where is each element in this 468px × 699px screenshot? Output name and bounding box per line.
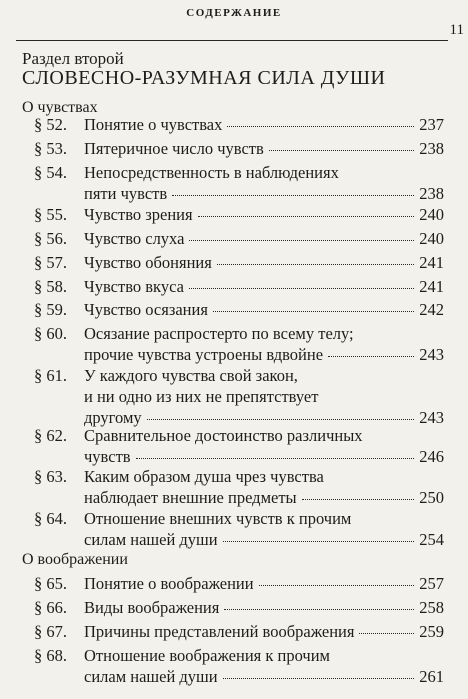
- dot-leader: [302, 499, 415, 500]
- entry-title-line: Понятие о чувствах: [84, 115, 223, 134]
- toc-entry[interactable]: [34, 508, 444, 550]
- entry-page-number: 241: [419, 277, 444, 296]
- entry-title-line: Непосредственность в наблюдениях: [84, 163, 339, 182]
- entry-title-line: силам нашей души: [84, 667, 218, 686]
- entry-title-line: и ни одно из них не препятствует: [84, 387, 319, 406]
- dot-leader: [227, 126, 414, 127]
- toc-entry[interactable]: [34, 645, 444, 687]
- entry-page-number: 246: [419, 447, 444, 466]
- paragraph-number: § 61.: [34, 366, 67, 385]
- entry-title-line: Пятеричное число чувств: [84, 139, 264, 158]
- entry-page-number: 238: [419, 184, 444, 203]
- dot-leader: [269, 150, 414, 151]
- running-header: СОДЕРЖАНИЕ: [186, 7, 282, 19]
- dot-leader: [224, 609, 414, 610]
- toc-entry[interactable]: [34, 299, 444, 320]
- toc-entry[interactable]: [34, 621, 444, 642]
- section-label: Раздел второй: [22, 49, 124, 68]
- section-title: СЛОВЕСНО-РАЗУМНАЯ СИЛА ДУШИ: [22, 67, 386, 89]
- toc-entry[interactable]: [34, 138, 444, 159]
- toc-entry[interactable]: [34, 276, 444, 297]
- toc-entry[interactable]: [34, 573, 444, 594]
- paragraph-number: § 63.: [34, 467, 67, 486]
- entry-title-line: Чувство обоняния: [84, 253, 212, 272]
- entry-page-number: 240: [419, 205, 444, 224]
- entry-page-number: 259: [419, 622, 444, 641]
- entry-page-number: 243: [419, 345, 444, 364]
- subsection-title: О воображении: [22, 551, 128, 568]
- toc-entry[interactable]: [34, 597, 444, 618]
- dot-leader: [189, 288, 414, 289]
- entry-page-number: 243: [419, 408, 444, 427]
- toc-entry[interactable]: [34, 323, 444, 365]
- entry-title-line: силам нашей души: [84, 530, 218, 549]
- dot-leader: [213, 311, 414, 312]
- dot-leader: [147, 419, 415, 420]
- entry-page-number: 261: [419, 667, 444, 686]
- dot-leader: [217, 264, 414, 265]
- paragraph-number: § 57.: [34, 253, 67, 272]
- entry-title-line: Каким образом душа чрез чувства: [84, 467, 324, 486]
- dot-leader: [136, 458, 415, 459]
- entry-page-number: 258: [419, 598, 444, 617]
- paragraph-number: § 62.: [34, 426, 67, 445]
- entry-title-line: Чувство зрения: [84, 205, 193, 224]
- paragraph-number: § 64.: [34, 509, 67, 528]
- dot-leader: [223, 541, 415, 542]
- dot-leader: [172, 195, 414, 196]
- entry-page-number: 254: [419, 530, 444, 549]
- toc-entry[interactable]: [34, 365, 444, 428]
- entry-page-number: 237: [419, 115, 444, 134]
- header-rule: [16, 40, 448, 41]
- paragraph-number: § 55.: [34, 205, 67, 224]
- entry-title-line: прочие чувства устроены вдвойне: [84, 345, 324, 364]
- toc-entry[interactable]: [34, 204, 444, 225]
- entry-title-line: Причины представлений воображения: [84, 622, 355, 641]
- entry-title-line: Отношение воображения к прочим: [84, 646, 330, 665]
- entry-title-line: Отношение внешних чувств к прочим: [84, 509, 352, 528]
- toc-entry[interactable]: [34, 252, 444, 273]
- paragraph-number: § 58.: [34, 277, 67, 296]
- paragraph-number: § 54.: [34, 163, 67, 182]
- entry-page-number: 250: [419, 488, 444, 507]
- paragraph-number: § 60.: [34, 324, 67, 343]
- subsection-title: О чувствах: [22, 99, 98, 116]
- paragraph-number: § 53.: [34, 139, 67, 158]
- dot-leader: [328, 356, 414, 357]
- entry-title-line: Сравнительное достоинство различных: [84, 426, 363, 445]
- entry-title-line: Чувство вкуса: [84, 277, 184, 296]
- entry-title-line: Понятие о воображении: [84, 574, 254, 593]
- dot-leader: [198, 216, 415, 217]
- entry-title-line: Чувство слуха: [84, 229, 185, 248]
- entry-page-number: 257: [419, 574, 444, 593]
- toc-entry[interactable]: [34, 466, 444, 508]
- paragraph-number: § 66.: [34, 598, 67, 617]
- dot-leader: [223, 678, 415, 679]
- paragraph-number: § 67.: [34, 622, 67, 641]
- entry-title-line: У каждого чувства свой закон,: [84, 366, 298, 385]
- dot-leader: [359, 633, 414, 634]
- entry-title-line: другому: [84, 408, 142, 427]
- entry-page-number: 242: [419, 300, 444, 319]
- paragraph-number: § 65.: [34, 574, 67, 593]
- toc-entry[interactable]: [34, 425, 444, 467]
- entry-title-line: наблюдает внешние предметы: [84, 488, 297, 507]
- toc-entry[interactable]: [34, 162, 444, 204]
- dot-leader: [259, 585, 415, 586]
- paragraph-number: § 56.: [34, 229, 67, 248]
- entry-title-line: пяти чувств: [84, 184, 168, 203]
- entry-page-number: 240: [419, 229, 444, 248]
- paragraph-number: § 59.: [34, 300, 67, 319]
- toc-entry[interactable]: [34, 228, 444, 249]
- entry-page-number: 241: [419, 253, 444, 272]
- dot-leader: [189, 240, 414, 241]
- toc-entry[interactable]: [34, 114, 444, 135]
- entry-title-line: Чувство осязания: [84, 300, 208, 319]
- paragraph-number: § 52.: [34, 115, 67, 134]
- entry-title-line: Осязание распростерто по всему телу;: [84, 324, 354, 343]
- entry-page-number: 238: [419, 139, 444, 158]
- entry-title-line: Виды воображения: [84, 598, 220, 617]
- entry-title-line: чувств: [84, 447, 131, 466]
- paragraph-number: § 68.: [34, 646, 67, 665]
- page-number: 11: [449, 22, 464, 38]
